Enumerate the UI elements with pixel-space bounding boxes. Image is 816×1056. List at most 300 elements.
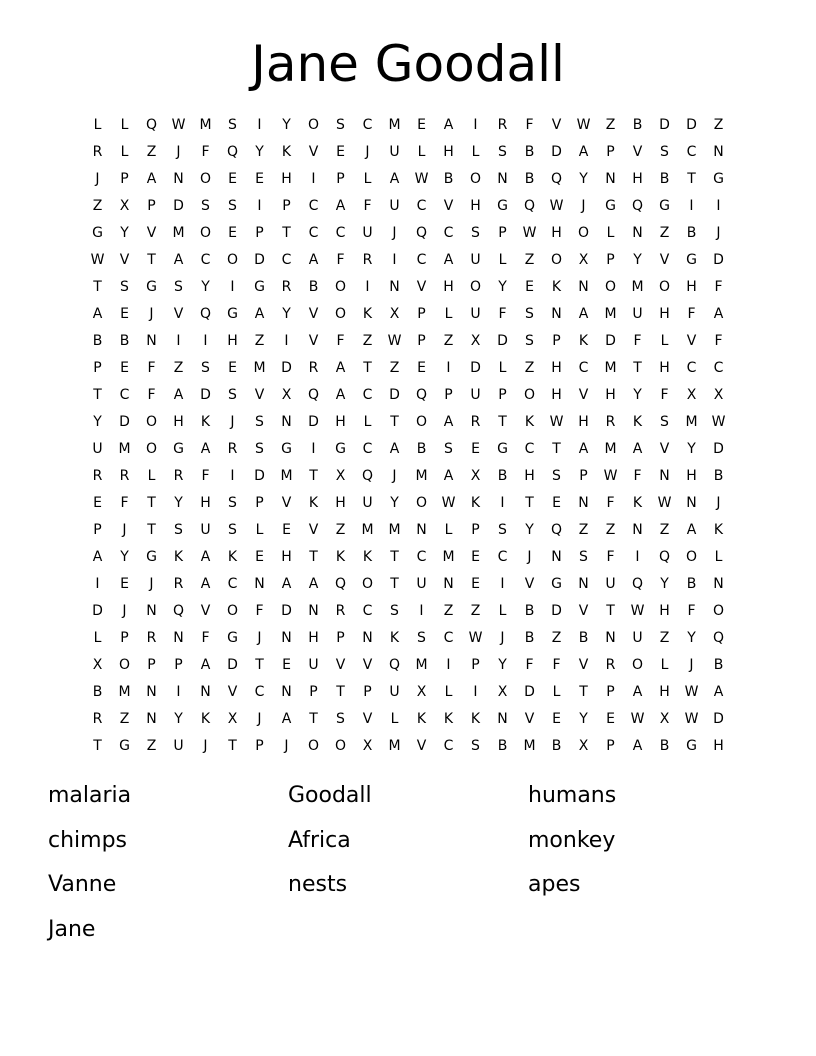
grid-letter: M — [604, 441, 617, 457]
grid-letter: K — [362, 549, 373, 565]
grid-letter: H — [551, 360, 562, 376]
grid-letter: K — [389, 630, 400, 646]
grid-letter: Y — [687, 441, 696, 457]
grid-letter: F — [552, 657, 561, 673]
grid-letter: X — [659, 711, 670, 727]
grid-letter: J — [689, 657, 694, 673]
grid-letter: C — [227, 576, 238, 592]
grid-letter: Z — [443, 603, 454, 619]
grid-letter: C — [254, 684, 265, 700]
grid-letter: Y — [633, 252, 642, 268]
grid-letter: D — [308, 414, 319, 430]
grid-letter: F — [660, 387, 669, 403]
grid-letter: L — [255, 522, 264, 538]
grid-letter: X — [470, 468, 481, 484]
grid-letter: Z — [335, 522, 346, 538]
grid-letter: R — [308, 360, 319, 376]
grid-letter: R — [281, 279, 292, 295]
grid-letter: Z — [389, 360, 400, 376]
grid-letter: C — [686, 360, 697, 376]
grid-letter: U — [470, 387, 481, 403]
grid-letter: E — [228, 225, 237, 241]
grid-letter: I — [176, 333, 181, 349]
grid-letter: K — [281, 144, 292, 160]
grid-letter: G — [497, 198, 508, 214]
grid-letter: D — [389, 387, 400, 403]
grid-letter: X — [470, 333, 481, 349]
grid-letter: A — [254, 306, 265, 322]
grid-letter: O — [415, 495, 428, 511]
grid-letter: G — [146, 549, 157, 565]
grid-letter: M — [118, 441, 131, 457]
grid-letter: P — [552, 333, 561, 349]
grid-letter: J — [284, 738, 289, 754]
grid-letter: A — [632, 684, 643, 700]
grid-letter: Y — [579, 171, 588, 187]
grid-letter: V — [686, 333, 697, 349]
grid-letter: F — [336, 252, 345, 268]
grid-letter: J — [122, 603, 127, 619]
grid-letter: V — [146, 225, 157, 241]
grid-letter: E — [228, 171, 237, 187]
grid-letter: Y — [120, 225, 129, 241]
grid-letter: Z — [173, 360, 184, 376]
grid-letter: U — [605, 576, 616, 592]
grid-letter: C — [443, 630, 454, 646]
grid-letter: R — [227, 441, 238, 457]
grid-letter: Y — [579, 711, 588, 727]
grid-letter: N — [389, 279, 400, 295]
grid-letter: G — [659, 198, 670, 214]
grid-letter: Y — [390, 495, 399, 511]
grid-letter: J — [203, 738, 208, 754]
grid-letter: A — [686, 522, 697, 538]
grid-letter: R — [173, 468, 184, 484]
grid-letter: E — [228, 360, 237, 376]
grid-letter: Z — [605, 522, 616, 538]
grid-letter: B — [686, 576, 697, 592]
grid-letter: C — [200, 252, 211, 268]
grid-letter: N — [632, 225, 643, 241]
grid-letter: S — [201, 198, 210, 214]
grid-letter: H — [281, 549, 292, 565]
grid-letter: S — [471, 738, 480, 754]
grid-letter: U — [470, 252, 481, 268]
grid-letter: M — [388, 738, 401, 754]
grid-letter: P — [417, 306, 426, 322]
word-list-item: humans — [528, 783, 617, 808]
grid-letter: O — [577, 225, 590, 241]
grid-letter: J — [95, 171, 100, 187]
grid-letter: H — [605, 387, 616, 403]
grid-letter: G — [119, 738, 130, 754]
grid-letter: E — [525, 279, 534, 295]
grid-letter: M — [631, 279, 644, 295]
grid-letter: Y — [174, 495, 183, 511]
grid-letter: L — [714, 549, 723, 565]
grid-letter: K — [713, 522, 724, 538]
grid-letter: B — [119, 333, 130, 349]
grid-letter: T — [147, 522, 156, 538]
grid-letter: H — [173, 414, 184, 430]
grid-letter: N — [605, 630, 616, 646]
grid-letter: R — [605, 414, 616, 430]
grid-letter: O — [199, 171, 212, 187]
grid-letter: T — [498, 414, 507, 430]
grid-letter: P — [282, 198, 291, 214]
grid-letter: Q — [415, 387, 428, 403]
grid-letter: H — [335, 414, 346, 430]
grid-letter: L — [660, 333, 669, 349]
grid-letter: K — [632, 495, 643, 511]
grid-letter: F — [687, 306, 696, 322]
grid-letter: B — [659, 738, 670, 754]
grid-letter: V — [362, 657, 373, 673]
grid-letter: O — [334, 738, 347, 754]
grid-letter: B — [443, 171, 454, 187]
grid-letter: N — [443, 576, 454, 592]
grid-letter: R — [470, 414, 481, 430]
grid-letter: K — [470, 711, 481, 727]
grid-letter: P — [498, 387, 507, 403]
grid-letter: B — [632, 117, 643, 133]
grid-letter: C — [443, 738, 454, 754]
grid-letter: W — [549, 414, 564, 430]
grid-letter: I — [257, 117, 262, 133]
grid-letter: V — [227, 684, 238, 700]
grid-letter: Y — [120, 549, 129, 565]
grid-letter: N — [281, 630, 292, 646]
grid-letter: T — [525, 495, 534, 511]
grid-letter: Z — [578, 522, 589, 538]
grid-letter: G — [605, 198, 616, 214]
grid-letter: D — [713, 441, 724, 457]
grid-letter: S — [660, 144, 669, 160]
grid-letter: A — [92, 306, 103, 322]
grid-letter: L — [660, 657, 669, 673]
grid-letter: Q — [631, 198, 644, 214]
grid-letter: H — [335, 495, 346, 511]
grid-letter: A — [308, 576, 319, 592]
grid-letter: G — [686, 252, 697, 268]
grid-row — [84, 166, 732, 193]
grid-letter: N — [551, 306, 562, 322]
grid-letter: B — [713, 468, 724, 484]
grid-letter: A — [200, 657, 211, 673]
grid-letter: U — [362, 495, 373, 511]
grid-letter: D — [281, 360, 292, 376]
grid-letter: S — [120, 279, 129, 295]
grid-letter: S — [255, 414, 264, 430]
grid-letter: L — [93, 630, 102, 646]
grid-letter: S — [525, 333, 534, 349]
grid-letter: I — [419, 603, 424, 619]
grid-letter: S — [336, 711, 345, 727]
grid-letter: P — [120, 171, 129, 187]
grid-letter: T — [552, 441, 561, 457]
grid-letter: I — [446, 360, 451, 376]
grid-row — [84, 328, 732, 355]
grid-letter: F — [606, 549, 615, 565]
grid-letter: T — [390, 414, 399, 430]
grid-letter: R — [497, 117, 508, 133]
grid-letter: H — [659, 306, 670, 322]
grid-letter: Y — [498, 657, 507, 673]
grid-letter: Q — [388, 657, 401, 673]
page-title: Jane Goodall — [251, 35, 565, 93]
grid-letter: B — [524, 603, 535, 619]
grid-letter: V — [632, 144, 643, 160]
grid-letter: C — [281, 252, 292, 268]
grid-letter: A — [713, 306, 724, 322]
grid-letter: A — [173, 387, 184, 403]
grid-letter: I — [311, 441, 316, 457]
grid-letter: D — [551, 144, 562, 160]
grid-letter: I — [500, 495, 505, 511]
grid-letter: K — [578, 333, 589, 349]
grid-letter: N — [146, 333, 157, 349]
grid-letter: H — [659, 684, 670, 700]
grid-letter: V — [308, 522, 319, 538]
grid-letter: G — [227, 306, 238, 322]
grid-letter: Q — [550, 522, 563, 538]
grid-row — [84, 220, 732, 247]
grid-letter: E — [282, 657, 291, 673]
grid-letter: H — [659, 360, 670, 376]
grid-letter: H — [200, 495, 211, 511]
grid-letter: Z — [119, 711, 130, 727]
grid-letter: D — [92, 603, 103, 619]
grid-letter: J — [149, 306, 154, 322]
grid-letter: N — [578, 495, 589, 511]
grid-letter: F — [120, 495, 129, 511]
grid-row — [84, 517, 732, 544]
grid-letter: M — [280, 468, 293, 484]
letter-grid — [84, 112, 732, 760]
grid-letter: S — [228, 117, 237, 133]
grid-letter: E — [120, 360, 129, 376]
grid-letter: K — [308, 495, 319, 511]
grid-letter: U — [416, 576, 427, 592]
grid-letter: H — [551, 225, 562, 241]
grid-row — [84, 139, 732, 166]
grid-letter: L — [444, 522, 453, 538]
grid-letter: E — [120, 306, 129, 322]
grid-letter: U — [632, 306, 643, 322]
grid-row — [84, 598, 732, 625]
grid-letter: U — [389, 144, 400, 160]
grid-letter: C — [308, 225, 319, 241]
grid-letter: M — [388, 117, 401, 133]
word-list-item: monkey — [528, 827, 616, 853]
grid-letter: J — [392, 225, 397, 241]
grid-letter: P — [336, 630, 345, 646]
grid-letter: N — [254, 576, 265, 592]
grid-letter: V — [200, 603, 211, 619]
grid-letter: A — [443, 414, 454, 430]
grid-letter: S — [228, 522, 237, 538]
grid-letter: Z — [605, 117, 616, 133]
grid-letter: Q — [172, 603, 185, 619]
grid-letter: Q — [334, 576, 347, 592]
grid-letter: S — [498, 522, 507, 538]
grid-letter: U — [389, 198, 400, 214]
grid-letter: E — [471, 441, 480, 457]
grid-letter: B — [92, 333, 103, 349]
grid-letter: N — [497, 711, 508, 727]
grid-letter: M — [415, 468, 428, 484]
grid-letter: V — [308, 306, 319, 322]
grid-letter: S — [579, 549, 588, 565]
grid-letter: D — [200, 387, 211, 403]
grid-letter: T — [309, 549, 318, 565]
grid-letter: K — [173, 549, 184, 565]
grid-letter: P — [309, 684, 318, 700]
grid-letter: A — [281, 711, 292, 727]
grid-letter: P — [471, 522, 480, 538]
grid-letter: C — [713, 360, 724, 376]
grid-letter: Z — [659, 225, 670, 241]
grid-letter: X — [227, 711, 238, 727]
grid-letter: Z — [551, 630, 562, 646]
grid-letter: I — [716, 198, 721, 214]
grid-letter: A — [92, 549, 103, 565]
grid-letter: O — [334, 306, 347, 322]
grid-letter: T — [147, 252, 156, 268]
grid-letter: M — [253, 360, 266, 376]
grid-letter: X — [92, 657, 103, 673]
grid-letter: D — [713, 711, 724, 727]
grid-letter: A — [200, 441, 211, 457]
grid-letter: F — [525, 657, 534, 673]
word-list-item: chimps — [48, 827, 128, 853]
grid-letter: V — [281, 495, 292, 511]
grid-letter: W — [684, 711, 699, 727]
grid-letter: K — [335, 549, 346, 565]
grid-letter: U — [470, 306, 481, 322]
grid-letter: L — [363, 171, 372, 187]
grid-letter: L — [147, 468, 156, 484]
grid-letter: O — [226, 252, 239, 268]
grid-letter: K — [227, 549, 238, 565]
grid-letter: E — [552, 495, 561, 511]
grid-letter: T — [363, 360, 372, 376]
grid-row — [84, 625, 732, 652]
grid-letter: E — [120, 576, 129, 592]
grid-letter: U — [362, 225, 373, 241]
grid-letter: S — [255, 441, 264, 457]
grid-letter: P — [498, 225, 507, 241]
grid-letter: A — [200, 549, 211, 565]
grid-row — [84, 247, 732, 274]
grid-letter: S — [174, 279, 183, 295]
grid-letter: O — [307, 738, 320, 754]
grid-letter: A — [335, 387, 346, 403]
grid-letter: U — [632, 630, 643, 646]
grid-letter: M — [199, 117, 212, 133]
grid-letter: M — [388, 522, 401, 538]
grid-letter: N — [605, 171, 616, 187]
grid-letter: F — [687, 603, 696, 619]
grid-letter: J — [230, 414, 235, 430]
grid-letter: O — [631, 657, 644, 673]
grid-letter: Q — [712, 630, 725, 646]
grid-row — [84, 571, 732, 598]
grid-letter: Q — [631, 576, 644, 592]
grid-letter: S — [228, 198, 237, 214]
grid-letter: V — [578, 387, 589, 403]
grid-letter: R — [92, 468, 103, 484]
grid-letter: N — [146, 711, 157, 727]
grid-letter: J — [716, 225, 721, 241]
grid-letter: M — [604, 360, 617, 376]
grid-letter: F — [714, 333, 723, 349]
grid-letter: N — [659, 468, 670, 484]
grid-letter: Q — [361, 468, 374, 484]
grid-letter: L — [120, 117, 129, 133]
grid-letter: J — [500, 630, 505, 646]
grid-letter: J — [365, 144, 370, 160]
grid-letter: P — [336, 171, 345, 187]
grid-letter: F — [498, 306, 507, 322]
grid-letter: N — [497, 171, 508, 187]
grid-letter: E — [471, 549, 480, 565]
grid-letter: P — [471, 657, 480, 673]
grid-letter: X — [389, 306, 400, 322]
grid-letter: T — [606, 603, 615, 619]
grid-letter: X — [497, 684, 508, 700]
word-list-item: malaria — [48, 783, 132, 808]
grid-letter: O — [307, 117, 320, 133]
grid-letter: P — [606, 738, 615, 754]
grid-letter: P — [606, 252, 615, 268]
grid-letter: Q — [199, 306, 212, 322]
grid-letter: E — [255, 171, 264, 187]
grid-letter: Y — [282, 306, 291, 322]
grid-letter: J — [122, 522, 127, 538]
grid-letter: V — [173, 306, 184, 322]
grid-letter: T — [687, 171, 696, 187]
grid-letter: G — [227, 630, 238, 646]
grid-letter: F — [201, 468, 210, 484]
grid-row — [84, 409, 732, 436]
grid-letter: V — [659, 441, 670, 457]
grid-letter: V — [362, 711, 373, 727]
grid-letter: V — [524, 576, 535, 592]
grid-letter: C — [524, 441, 535, 457]
grid-letter: Z — [713, 117, 724, 133]
grid-letter: P — [174, 657, 183, 673]
grid-letter: O — [226, 603, 239, 619]
grid-row — [84, 301, 732, 328]
grid-letter: S — [336, 117, 345, 133]
grid-letter: T — [228, 738, 237, 754]
grid-letter: O — [145, 441, 158, 457]
grid-letter: W — [711, 414, 726, 430]
grid-letter: V — [254, 387, 265, 403]
grid-letter: Y — [525, 522, 534, 538]
grid-letter: P — [147, 657, 156, 673]
grid-letter: F — [633, 468, 642, 484]
grid-row — [84, 652, 732, 679]
grid-letter: J — [257, 711, 262, 727]
grid-letter: V — [551, 117, 562, 133]
grid-letter: A — [578, 144, 589, 160]
grid-letter: W — [549, 198, 564, 214]
grid-letter: D — [551, 603, 562, 619]
grid-letter: E — [606, 711, 615, 727]
grid-letter: M — [685, 414, 698, 430]
